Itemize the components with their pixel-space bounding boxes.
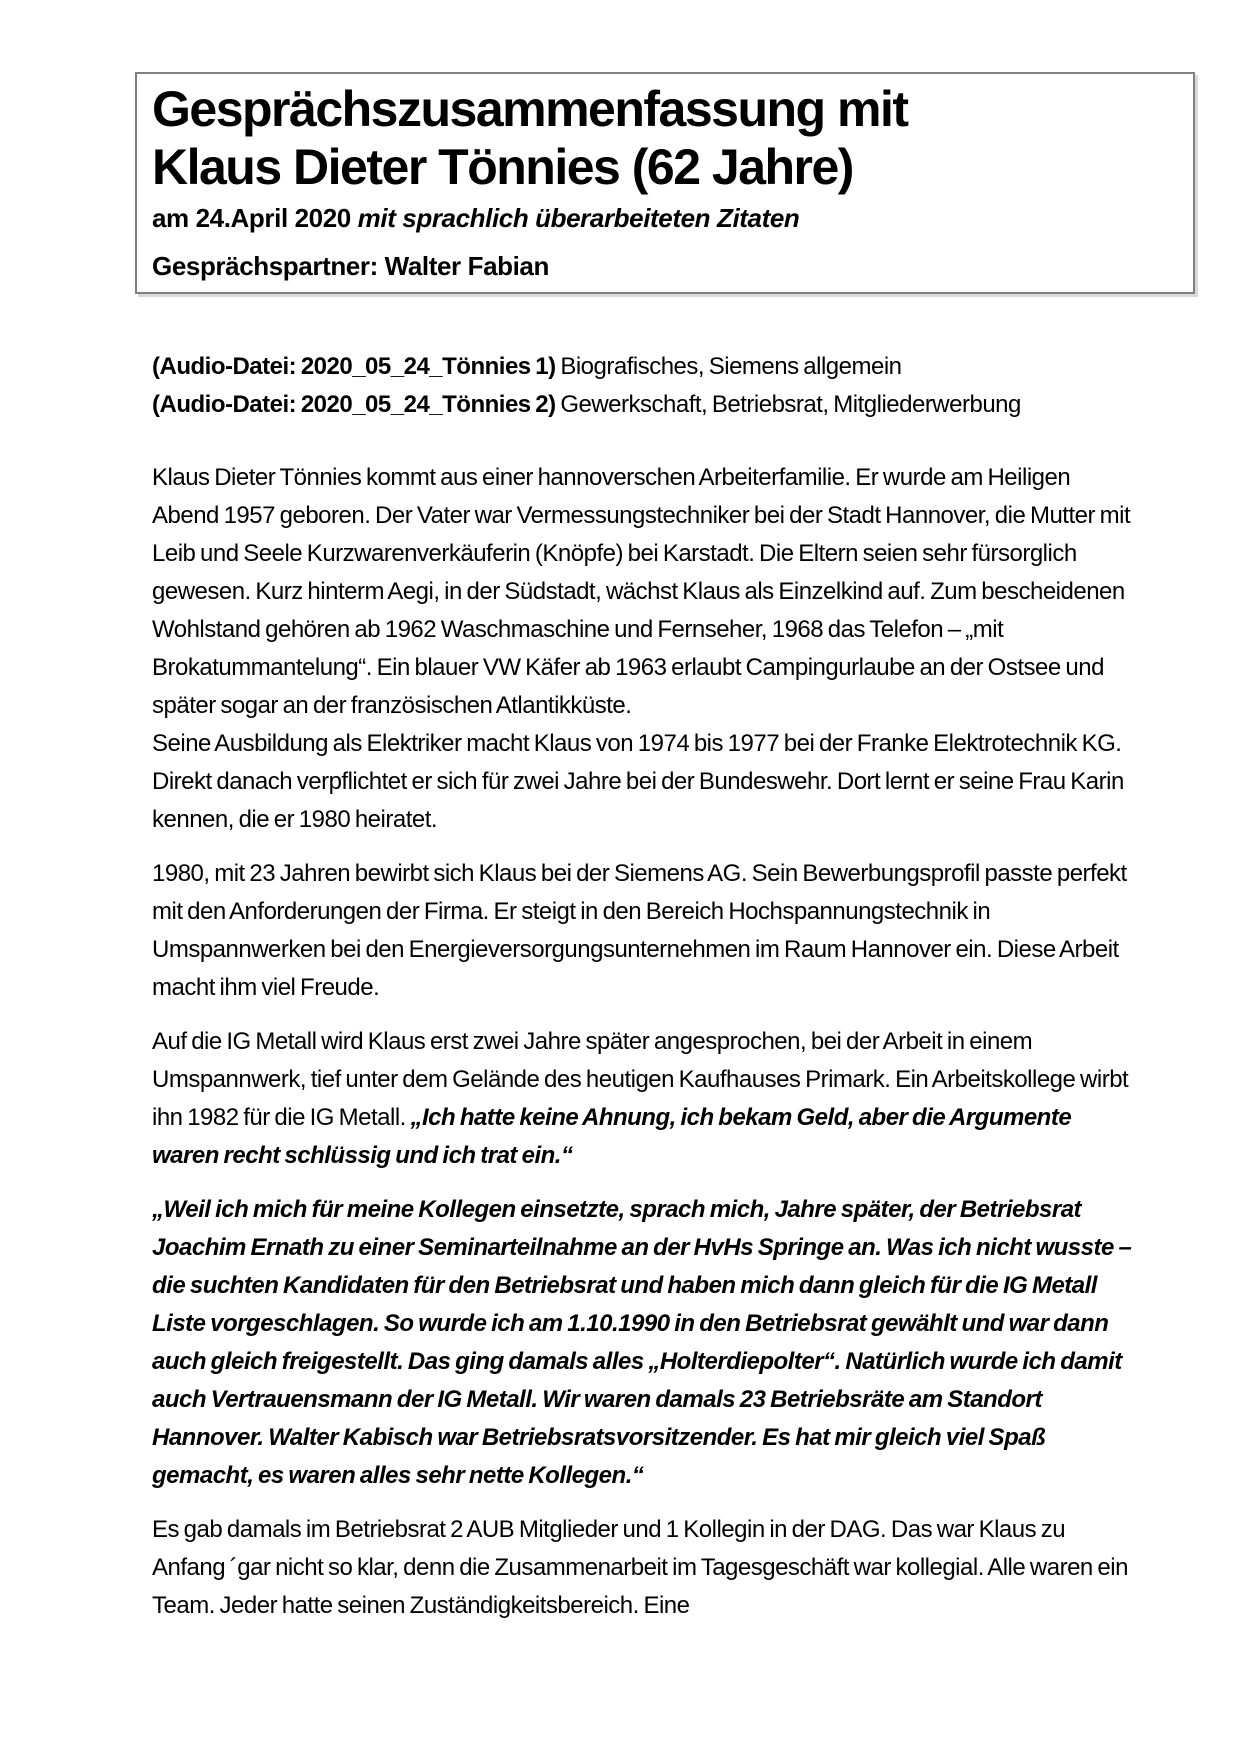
text-run: „Weil ich mich für meine Kollegen einsetzte, sprach mich, Jahre später, der Betriebsrat Joachim Ernath zu einer Seminarteilnahme an der HvHs Springe an. Was ich nicht wusste – die suchten Kandidaten für den Betriebsrat und haben mich dann gleich für die IG Metall Liste vorgeschlagen. So wurde ich am 1.10.1990 in den Betriebsrat gewählt und war dann auch gleich freigestellt. Das ging damals alles „Holterdiepolter“. Natürlich wurde ich damit auch Vertrauensmann der IG Metall. Wir waren damals 23 Betriebsräte am Standort Hannover. Walter Kabisch war Betriebsratsvorsitzender. Es hat mir gleich viel Spaß gemacht, es waren alles sehr nette Kollegen.“ [152,1196,1132,1489]
text-run: Auf die IG Metall wird Klaus erst zwei Jahre später angesprochen, bei der Arbeit in einem Umspannwerk, tief unter dem Gelände des heutigen Kaufhauses Primark. Ein Arbeitskollege wirbt ihn 1982 für die IG Metall. [152,1028,1129,1131]
paragraph-betriebsrat-zusammensetzung [152,1511,1136,1625]
paragraph-biografie [152,459,1136,839]
date-note-italic: mit sprachlich überarbeiteten Zitaten [357,203,800,233]
paragraph-ig-metall-werbung [152,1023,1136,1175]
paragraph-audio-files [152,348,1136,424]
document-title-line2: Klaus Dieter Tönnies (62 Jahre) [152,139,853,195]
text-run: (Audio-Datei: 2020_05_24_Tönnies 2) [152,391,556,418]
text-run: Klaus Dieter Tönnies kommt aus einer hannoverschen Arbeiterfamilie. Er wurde am Heiligen Abend 1957 geboren. Der Vater war Vermessungstechniker bei der Stadt Hannover, die Mutter mit Leib und Seele Kurzwarenverkäuferin (Knöpfe) bei Karstadt. Die Eltern seien sehr fürsorglich gewesen. Kurz hinterm Aegi, in der Südstadt, wächst Klaus als Einzelkind auf. Zum bescheidenen Wohlstand gehören ab 1962 Waschmaschine und Fernseher, 1968 das Telefon – „mit Brokatummantelung“. Ein blauer VW Käfer ab 1963 erlaubt Campingurlaube an der Ostsee und später sogar an der französischen Atlantikküste. [152,464,1131,719]
paragraph-zitat-betriebsrat [152,1191,1136,1495]
partner-line: Gesprächspartner: Walter Fabian [152,251,549,281]
text-run: 1980, mit 23 Jahren bewirbt sich Klaus bei der Siemens AG. Sein Bewerbungsprofil passte perfekt mit den Anforderungen der Firma. Er steigt in den Bereich Hochspannungstechnik in Umspannwerken bei den Energieversorgungsunternehmen im Raum Hannover ein. Diese Arbeit macht ihm viel Freude. [152,860,1127,1001]
paragraph-siemens-bewerbung [152,855,1136,1007]
text-run: Seine Ausbildung als Elektriker macht Klaus von 1974 bis 1977 bei der Franke Elektrotechnik KG. Direkt danach verpflichtet er sich für zwei Jahre bei der Bundeswehr. Dort lernt er seine Frau Karin kennen, die er 1980 heiratet. [152,730,1124,833]
text-run: Es gab damals im Betriebsrat 2 AUB Mitglieder und 1 Kollegin in der DAG. Das war Klaus zu Anfang ´gar nicht so klar, denn die Zusammenarbeit im Tagesgeschäft war kollegial. Alle waren ein Team. Jeder hatte seinen Zuständigkeitsbereich. Eine [152,1516,1128,1619]
document-title-line1: Gesprächszusammenfassung mit [152,81,908,137]
date-text: am 24.April 2020 [152,203,358,233]
text-run: Biografisches, Siemens allgemein [555,353,902,380]
text-run: Gewerkschaft, Betriebsrat, Mitgliederwerbung [555,391,1021,418]
text-run: „Ich hatte keine Ahnung, ich bekam Geld, aber die Argumente waren recht schlüssig und ich trat ein.“ [152,1104,1072,1169]
title-box [135,72,1195,294]
text-run: (Audio-Datei: 2020_05_24_Tönnies 1) [152,353,556,380]
document-date-line [152,202,1173,234]
document-body [152,348,1136,1625]
